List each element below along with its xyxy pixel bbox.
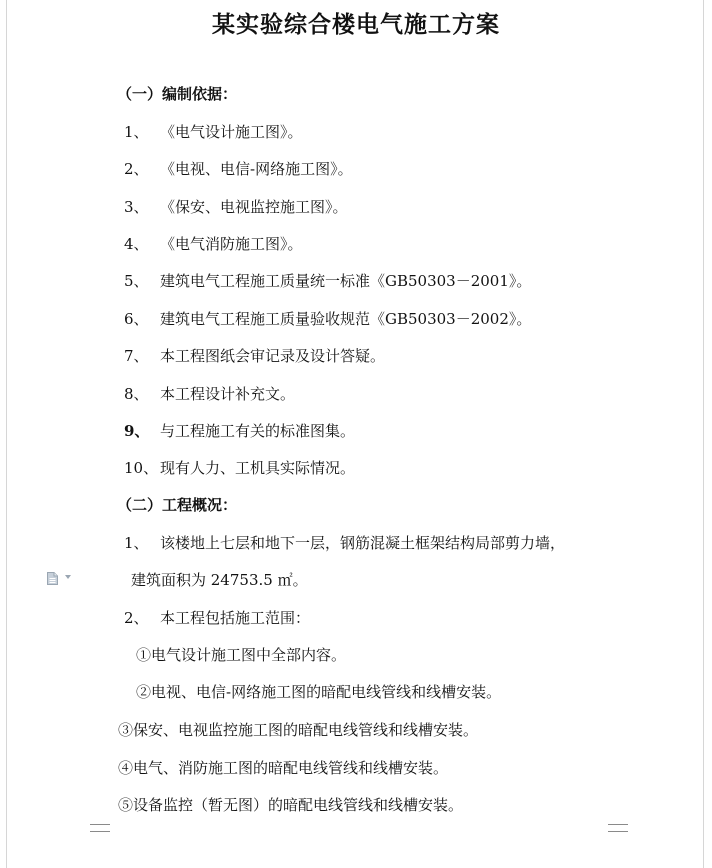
page-left-edge [6, 0, 7, 868]
list-item-number: 8、 [124, 385, 149, 403]
list-item-text: 现有人力、工机具实际情况。 [160, 459, 356, 477]
list-item-number: 3、 [124, 198, 149, 216]
section1-heading[interactable]: （一）编制依据： [117, 85, 238, 103]
crop-mark [608, 824, 628, 825]
list-item[interactable] [124, 233, 303, 254]
list-item-text: 本工程设计补充文。 [160, 385, 296, 403]
list-item-text: 《电气设计施工图》。 [160, 123, 303, 141]
list-item-number: 2、 [124, 160, 149, 178]
sub-list-item-text: 电气、消防施工图的暗配电线管线和线槽安装。 [133, 759, 449, 777]
document-icon[interactable] [47, 572, 58, 585]
list-item-text: 建筑电气工程施工质量统一标准《GB50303－2001》。 [160, 272, 532, 290]
sub-list-item[interactable] [136, 681, 501, 702]
sub-list-item[interactable] [118, 794, 463, 815]
list-item[interactable] [124, 270, 531, 291]
crop-mark [90, 824, 110, 825]
page-right-edge [703, 0, 704, 868]
list-item[interactable] [124, 196, 348, 217]
list-item-text: 与工程施工有关的标准图集。 [160, 422, 356, 440]
sub-list-item-text: 保安、电视监控施工图的暗配电线管线和线槽安装。 [133, 721, 479, 739]
list-item-text: 《电视、电信-网络施工图》。 [160, 160, 353, 178]
sub-list-item-text: 设备监控（暂无图）的暗配电线管线和线槽安装。 [133, 796, 464, 814]
list-item-text: 建筑电气工程施工质量验收规范《GB50303－2002》。 [160, 310, 532, 328]
document-title[interactable]: 某实验综合楼电气施工方案 [212, 11, 500, 38]
list-item-text: 本工程图纸会审记录及设计答疑。 [160, 347, 386, 365]
list-item-text: 本工程包括施工范围： [160, 609, 311, 627]
list-item[interactable] [124, 345, 385, 366]
sub-list-item-text: 电视、电信-网络施工图的暗配电线管线和线槽安装。 [151, 683, 502, 701]
list-item-text: 《保安、电视监控施工图》。 [160, 198, 348, 216]
circled-number: ④ [118, 759, 134, 777]
sub-list-item-text: 电气设计施工图中全部内容。 [151, 646, 347, 664]
list-item-number: 9、 [124, 422, 150, 440]
list-item-text: 《电气消防施工图》。 [160, 235, 303, 253]
list-item-number: 1、 [124, 534, 149, 552]
circled-number: ⑤ [118, 796, 134, 814]
list-item-number: 7、 [124, 347, 149, 365]
list-item[interactable] [124, 532, 565, 553]
list-item-number: 2、 [124, 609, 149, 627]
list-item-number: 10、 [124, 459, 159, 477]
sub-list-item[interactable] [118, 719, 478, 740]
list-item[interactable] [124, 607, 310, 628]
list-item-text: 该楼地上七层和地下一层，钢筋混凝土框架结构局部剪力墙， [160, 534, 566, 552]
circled-number: ② [136, 683, 152, 701]
sub-list-item[interactable] [118, 757, 448, 778]
list-item[interactable] [124, 457, 355, 478]
list-item[interactable] [124, 308, 531, 329]
dropdown-caret-icon[interactable] [65, 575, 71, 579]
list-item-continuation[interactable]: 建筑面积为 24753.5 ㎡。 [131, 571, 308, 589]
list-item[interactable] [124, 383, 295, 404]
sub-list-item[interactable] [136, 644, 346, 665]
crop-mark [90, 831, 110, 832]
list-item[interactable] [124, 121, 303, 142]
list-item[interactable] [124, 420, 355, 441]
list-item-number: 6、 [124, 310, 149, 328]
crop-mark [608, 831, 628, 832]
section2-heading[interactable]: （二）工程概况： [117, 496, 238, 514]
list-item-number: 4、 [124, 235, 149, 253]
list-item-number: 5、 [124, 272, 149, 290]
list-item-number: 1、 [124, 123, 149, 141]
list-item[interactable] [124, 158, 353, 179]
circled-number: ③ [118, 721, 134, 739]
circled-number: ① [136, 646, 152, 664]
